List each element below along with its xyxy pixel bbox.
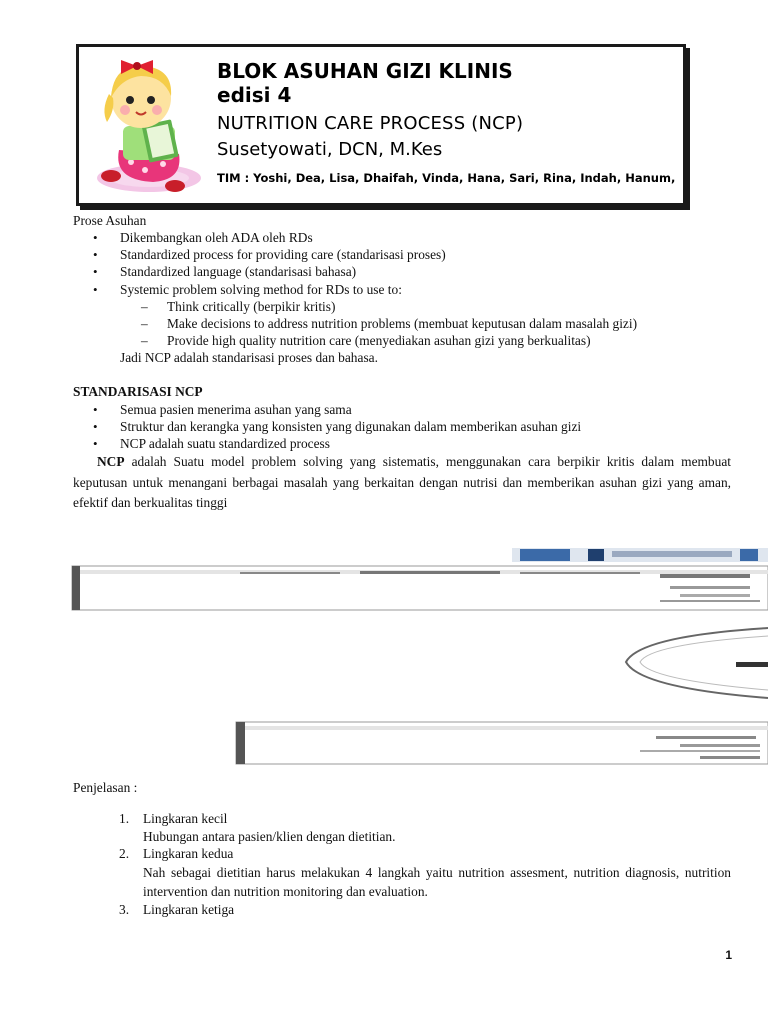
section2-bullet-list [73, 401, 733, 453]
section1-bullet-list [73, 229, 733, 367]
doc-subtitle: NUTRITION CARE PROCESS (NCP) [217, 113, 524, 134]
section-heading-prose: Prose Asuhan [73, 213, 147, 228]
sub-list-item: – Think critically (berpikir kritis) [141, 298, 336, 314]
list-item: • Dikembangkan oleh ADA oleh RDs [93, 230, 313, 245]
list-item: • Standardized process for providing care (standarisasi proses) [93, 247, 446, 263]
header-box [76, 44, 686, 206]
list-item: • Struktur dan kerangka yang konsisten yang digunakan dalam memberikan asuhan gizi [93, 419, 582, 435]
doc-edition: edisi 4 [217, 83, 292, 107]
list-item: 1. Lingkaran kecil [119, 811, 228, 826]
ncp-diagram-fragment [0, 540, 768, 770]
ncp-definition-paragraph: NCP adalah Suatu model problem solving yang sistematis, menggunakan cara berpikir kritis dalam membuat keputusan untuk menangani berbagai masalah yang berkaitan dengan nutrisi dan memberikan asuhan gizi yang aman, efektif dan berkualitas tinggi [73, 454, 731, 510]
sub-list-item: – Provide high quality nutrition care (menyediakan asuhan gizi yang berkualitas) [141, 333, 591, 349]
list-item: 3. Lingkaran ketiga [119, 901, 235, 917]
list-item: • Standardized language (standarisasi bahasa) [93, 264, 357, 280]
doc-team: TIM : Yoshi, Dea, Lisa, Dhaifah, Vinda, Hana, Sari, Rina, Indah, Hanum, [217, 171, 676, 185]
section-heading-standarisasi: STANDARISASI NCP [73, 384, 203, 399]
explanation-list [73, 810, 733, 918]
list-item-desc: Nah sebagai dietitian harus melakukan 4 langkah yaitu nutrition assesment, nutrition diagnosis, nutrition intervention dan nutrition monitoring dan evaluation. [143, 864, 731, 899]
doc-author: Susetyowati, DCN, M.Kes [217, 139, 443, 160]
list-item: • Systemic problem solving method for RDs to use to: [93, 281, 402, 297]
doc-title: BLOK ASUHAN GIZI KLINIS [217, 59, 513, 83]
sub-list-item: – Make decisions to address nutrition problems (membuat keputusan dalam masalah gizi) [141, 315, 638, 331]
girl-reading-illustration [83, 50, 213, 200]
list-item: • Semua pasien menerima asuhan yang sama [93, 402, 352, 417]
page-number: 1 [725, 948, 732, 962]
conclusion-line: Jadi NCP adalah standarisasi proses dan bahasa. [120, 350, 378, 366]
explanation-heading: Penjelasan : [73, 780, 138, 795]
list-item: • NCP adalah suatu standardized process [93, 436, 330, 452]
list-item: 2. Lingkaran kedua [119, 846, 234, 861]
list-item-desc: Hubungan antara pasien/klien dengan dietitian. [143, 828, 396, 844]
